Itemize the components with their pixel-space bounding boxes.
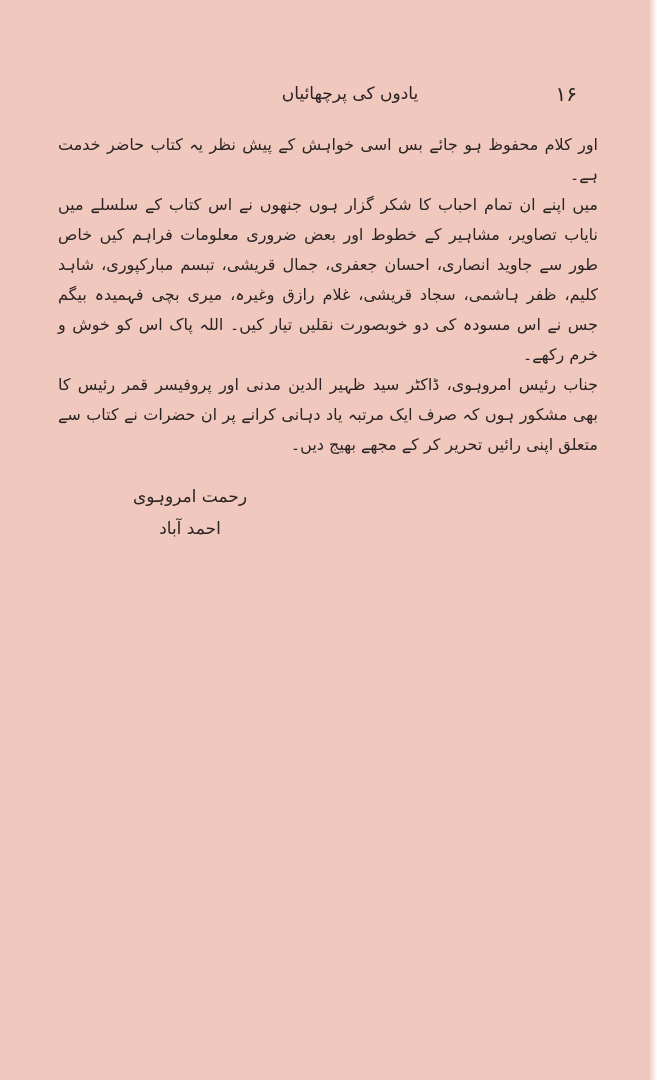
paragraph-gratitude: جناب رئیس امروہوی، ڈاکٹر سید ظہیر الدین مدنی اور پروفیسر قمر رئیس کا بھی مشکور ہوں کہ صرف ایک مرتبہ یاد دہانی کرانے پر ان حضرات نے کتاب سے متعلق اپنی رائیں تحریر کر کے مجھے بھیج دیں۔ [58, 375, 598, 454]
page-edge [649, 0, 657, 1080]
page-number: ۱۶ [555, 82, 577, 106]
paragraph-closing-line: اور کلام محفوظ ہو جائے بس اسی خواہش کے پیش نظر یہ کتاب حاضر خدمت ہے۔ [58, 135, 598, 184]
signature-block [110, 480, 270, 544]
page-header [60, 78, 577, 118]
body-text [58, 130, 598, 460]
author-place: احمد آباد [159, 519, 221, 539]
paragraph-acknowledgements: میں اپنے ان تمام احباب کا شکر گزار ہوں جنھوں نے اس کتاب کے سلسلے میں نایاب تصاویر، مشاہیر کے خطوط اور بعض ضروری معلومات فراہم کیں خاص طور سے جاوید انصاری، احسان جعفری، جمال قریشی، تبسم مبارکپوری، شاہد کلیم، ظفر ہاشمی، سجاد قریشی، غلام رازق وغیرہ، میری بچی فہمیدہ بیگم جس نے اس مسودہ کی دو خوبصورت نقلیں تیار کیں۔ اللہ پاک اس کو خوش و خرم رکھے۔ [58, 195, 598, 364]
author-name: رحمت امروہوی [132, 487, 248, 507]
running-title: یادوں کی پرچھائیاں [281, 84, 419, 104]
